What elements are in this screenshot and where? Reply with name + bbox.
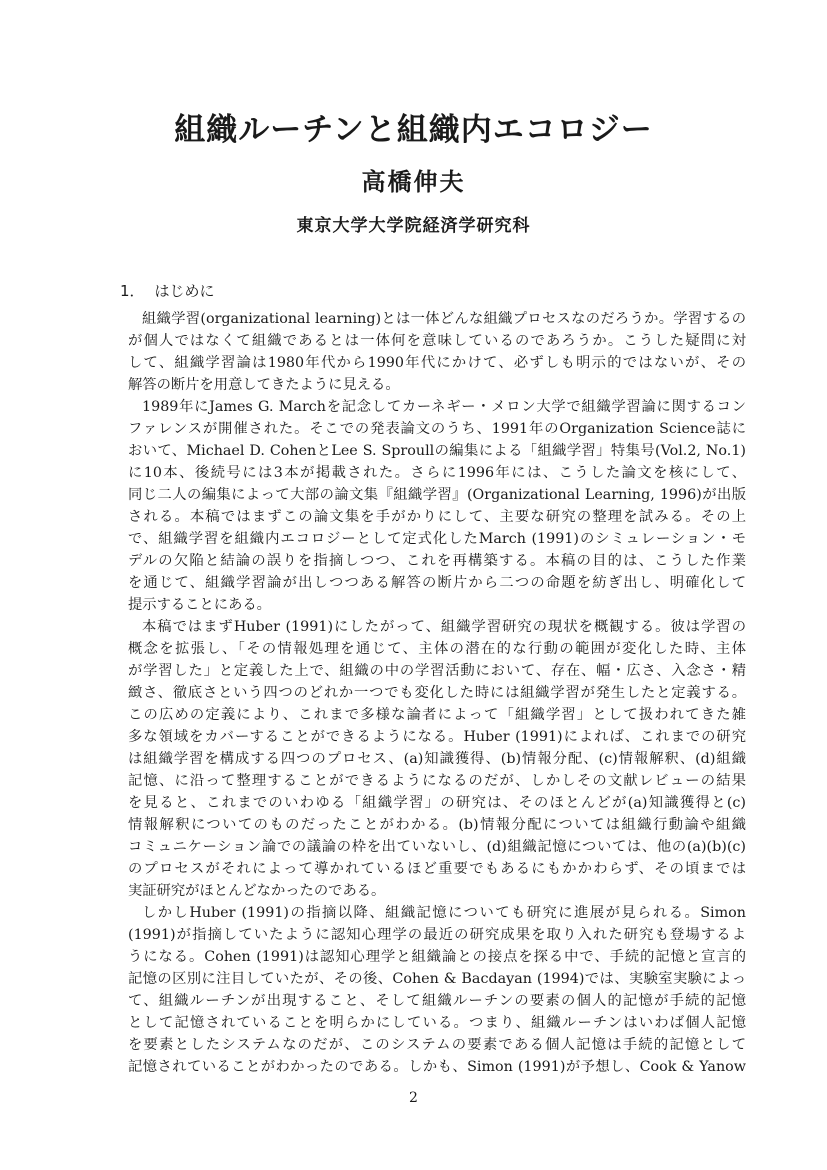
section-title: はじめに bbox=[154, 282, 215, 300]
text-line: のプロセスがそれによって導かれているほど重要でもあるにもかかわらず、その頃までは bbox=[128, 861, 746, 877]
text-line: 本稿ではまずHuber (1991)にしたがって、組織学習研究の現状を概観する。彼は学習の bbox=[142, 619, 746, 635]
text-line: 多な領域をカバーすることができるようになる。Huber (1991)によれば、これまでの研究 bbox=[128, 729, 746, 745]
text-line: は組織学習を構成する四つのプロセス、(a)知識獲得、(b)情報分配、(c)情報解釈、(d)組織 bbox=[128, 751, 746, 767]
text-line: 記憶の区別に注目していたが、その後、Cohen & Bacdayan (1994)では、実験室実験によっ bbox=[128, 971, 746, 987]
text-line: おいて、Michael D. CohenとLee S. Sproullの編集による「組織学習」特集号(Vol.2, No.1) bbox=[128, 443, 746, 459]
text-line: コミュニケーション論での議論の枠を出ていないし、(d)組織記憶については、他の(a)(b)(c) bbox=[128, 839, 746, 855]
text-line: 実証研究がほとんどなかったのである。 bbox=[128, 883, 386, 899]
text-line: を要素としたシステムなのだが、このシステムの要素である個人記憶は手続的記憶として bbox=[128, 1037, 746, 1053]
text-line: この広めの定義により、これまで多様な論者によって「組織学習」として扱われてきた雑 bbox=[128, 707, 746, 723]
text-line: しかしHuber (1991)の指摘以降、組織記憶についても研究に進展が見られる。Simon bbox=[142, 905, 746, 921]
text-line: に10本、後続号には3本が掲載された。さらに1996年には、こうした論文を核にして、 bbox=[128, 465, 746, 481]
text-line: 記憶されていることがわかったのである。しかも、Simon (1991)が予想し、Cook & Yanow bbox=[128, 1059, 746, 1075]
text-line: 概念を拡張し、「その情報処理を通じて、主体の潜在的な行動の範囲が変化した時、主体 bbox=[128, 641, 746, 657]
text-line: 同じ二人の編集によって大部の論文集『組織学習』(Organizational Learning, 1996)が出版 bbox=[128, 487, 746, 503]
author-name: 高橋伸夫 bbox=[361, 168, 466, 196]
text-line: うになる。Cohen (1991)は認知心理学と組織論との接点を探る中で、手続的記憶と宣言的 bbox=[128, 949, 746, 965]
body-text bbox=[128, 308, 746, 1078]
text-line: 緻さ、徹底さという四つのどれか一つでも変化した時には組織学習が発生したと定義する。 bbox=[128, 685, 746, 701]
text-line: で、組織学習を組織内エコロジーとして定式化したMarch (1991)のシミュレーション・モ bbox=[128, 531, 746, 547]
text-line: 組織学習(organizational learning)とは一体どんな組織プロセスなのだろうか。学習するの bbox=[142, 311, 746, 327]
section-number: 1． bbox=[120, 282, 145, 300]
text-line: を見ると、これまでのいわゆる「組織学習」の研究は、そのほとんどが(a)知識獲得と(c) bbox=[128, 795, 746, 811]
text-line: 提示することにある。 bbox=[128, 597, 271, 613]
text-line: が個人ではなくて組織であるとは一体何を意味しているのであろうか。こうした疑問に対 bbox=[128, 333, 746, 349]
text-line: を通じて、組織学習論が出しつつある解答の断片から二つの命題を紡ぎ出し、明確化して bbox=[128, 575, 746, 591]
section-heading bbox=[120, 279, 215, 303]
author-affiliation: 東京大学大学院経済学研究科 bbox=[296, 216, 531, 236]
page-number: 2 bbox=[409, 1090, 418, 1106]
text-line: として記憶されていることを明らかにしている。つまり、組織ルーチンはいわば個人記憶 bbox=[128, 1015, 746, 1031]
text-line: して、組織学習論は1980年代から1990年代にかけて、必ずしも明示的ではないが、その bbox=[128, 355, 746, 371]
text-line: 解答の断片を用意してきたように見える。 bbox=[128, 377, 400, 393]
text-line: が学習した」と定義した上で、組織の中の学習活動において、存在、幅・広さ、入念さ・精 bbox=[128, 663, 746, 679]
document-title: 組織ルーチンと組織内エコロジー bbox=[174, 112, 653, 148]
text-line: ファレンスが開催された。そこでの発表論文のうち、1991年のOrganization Science誌に bbox=[128, 421, 746, 437]
text-line: 情報解釈についてのものだったことがわかる。(b)情報分配については組織行動論や組織 bbox=[128, 817, 746, 833]
text-line: (1991)が指摘していたように認知心理学の最近の研究成果を取り入れた研究も登場するよ bbox=[128, 927, 746, 943]
text-line: 1989年にJames G. Marchを記念してカーネギー・メロン大学で組織学習論に関するコン bbox=[142, 399, 746, 415]
text-line: て、組織ルーチンが出現すること、そして組織ルーチンの要素の個人的記憶が手続的記憶 bbox=[128, 993, 746, 1009]
text-line: デルの欠陥と結論の誤りを指摘しつつ、これを再構築する。本稿の目的は、こうした作業 bbox=[128, 553, 746, 569]
text-line: される。本稿ではまずこの論文集を手がかりにして、主要な研究の整理を試みる。その上 bbox=[128, 509, 746, 525]
text-line: 記憶、に沿って整理することができるようになるのだが、しかしその文献レビューの結果 bbox=[128, 773, 746, 789]
